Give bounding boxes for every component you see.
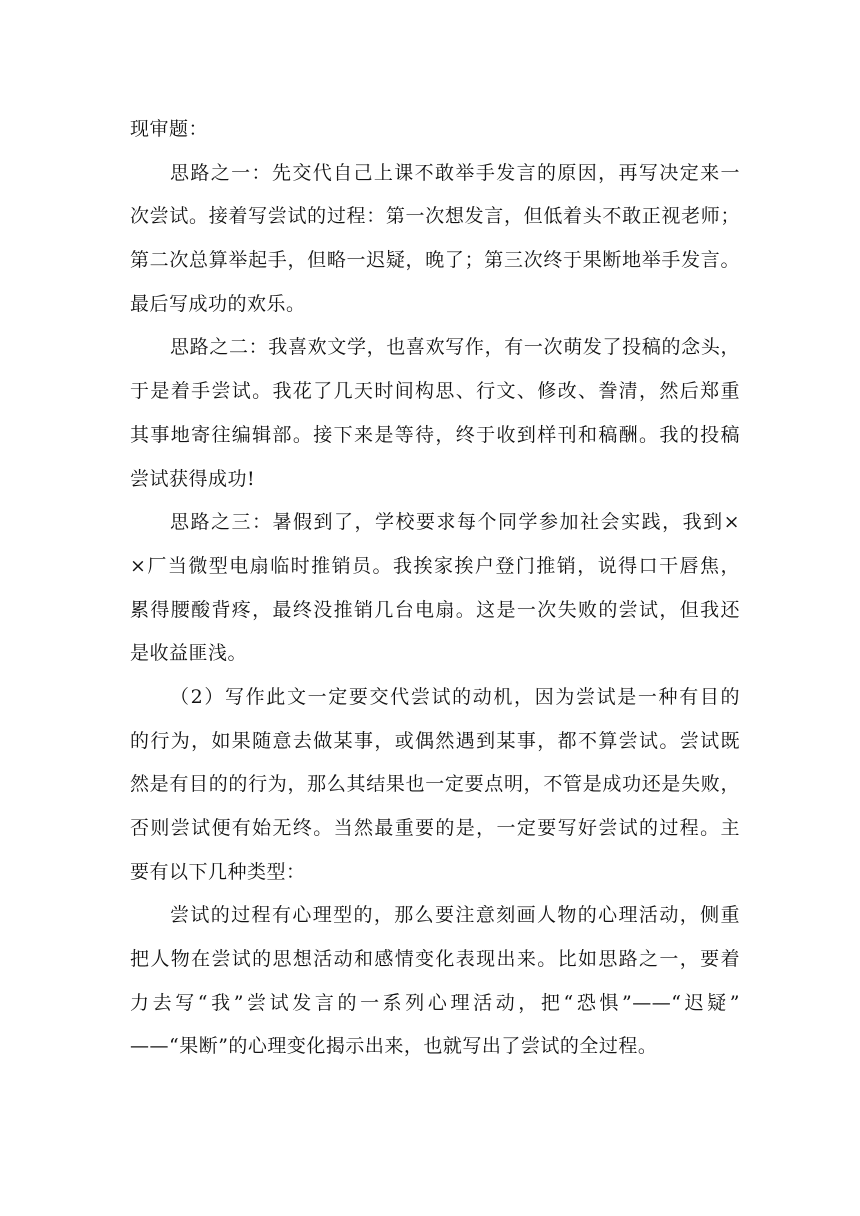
text-line: 把人物在尝试的思想活动和感情变化表现出来。比如思路之一，要着: [130, 948, 740, 971]
text-line: 然是有目的的行为，那么其结果也一定要点明，不管是成功还是失败，: [130, 773, 740, 796]
text-line: 思路之二：我喜欢文学，也喜欢写作，有一次萌发了投稿的念头，: [170, 336, 740, 359]
text-line: 否则尝试便有始无终。当然最重要的是，一定要写好尝试的过程。主: [130, 817, 740, 839]
paragraph-idea-two: [130, 326, 740, 501]
text-line: 其事地寄往编辑部。接下来是等待，终于收到样刊和稿酬。我的投稿: [130, 423, 740, 446]
text-line: 思路之三：暑假到了，学校要求每个同学参加社会实践，我到×: [170, 511, 740, 534]
text-line: 思路之一：先交代自己上课不敢举手发言的原因，再写决定来一: [170, 161, 740, 184]
text-line: 力去写“我”尝试发言的一系列心理活动，把“恐惧”——“迟疑”: [130, 991, 740, 1014]
text-line: 的行为，如果随意去做某事，或偶然遇到某事，都不算尝试。尝试既: [130, 729, 740, 752]
text-line: 累得腰酸背疼，最终没推销几台电扇。这是一次失败的尝试，但我还: [130, 598, 740, 621]
paragraph-psychological-type: [130, 894, 740, 1069]
paragraph-intro: [130, 108, 740, 152]
document-body: [130, 108, 740, 1069]
text-line: ×厂当微型电扇临时推销员。我挨家挨户登门推销，说得口干唇焦，: [130, 554, 740, 577]
text-line: 现审题：: [130, 118, 209, 140]
text-line: 第二次总算举起手，但略一迟疑，晚了；第三次终于果断地举手发言。: [130, 249, 740, 272]
paragraph-point-two: [130, 676, 740, 894]
text-line: ——“果断”的心理变化揭示出来，也就写出了尝试的全过程。: [130, 1035, 658, 1058]
text-line: 是收益匪浅。: [130, 642, 248, 665]
text-line: （2）写作此文一定要交代尝试的动机，因为尝试是一种有目的: [170, 685, 740, 708]
text-line: 要有以下几种类型：: [130, 860, 306, 883]
text-line: 尝试获得成功!: [130, 467, 256, 490]
text-line: 于是着手尝试。我花了几天时间构思、行文、修改、誊清，然后郑重: [130, 380, 740, 403]
paragraph-idea-three: [130, 501, 740, 676]
text-line: 尝试的过程有心理型的，那么要注意刻画人物的心理活动，侧重: [170, 904, 740, 927]
text-line: 次尝试。接着写尝试的过程：第一次想发言，但低着头不敢正视老师；: [130, 205, 740, 228]
paragraph-idea-one: [130, 152, 740, 327]
text-line: 最后写成功的欢乐。: [130, 292, 306, 315]
